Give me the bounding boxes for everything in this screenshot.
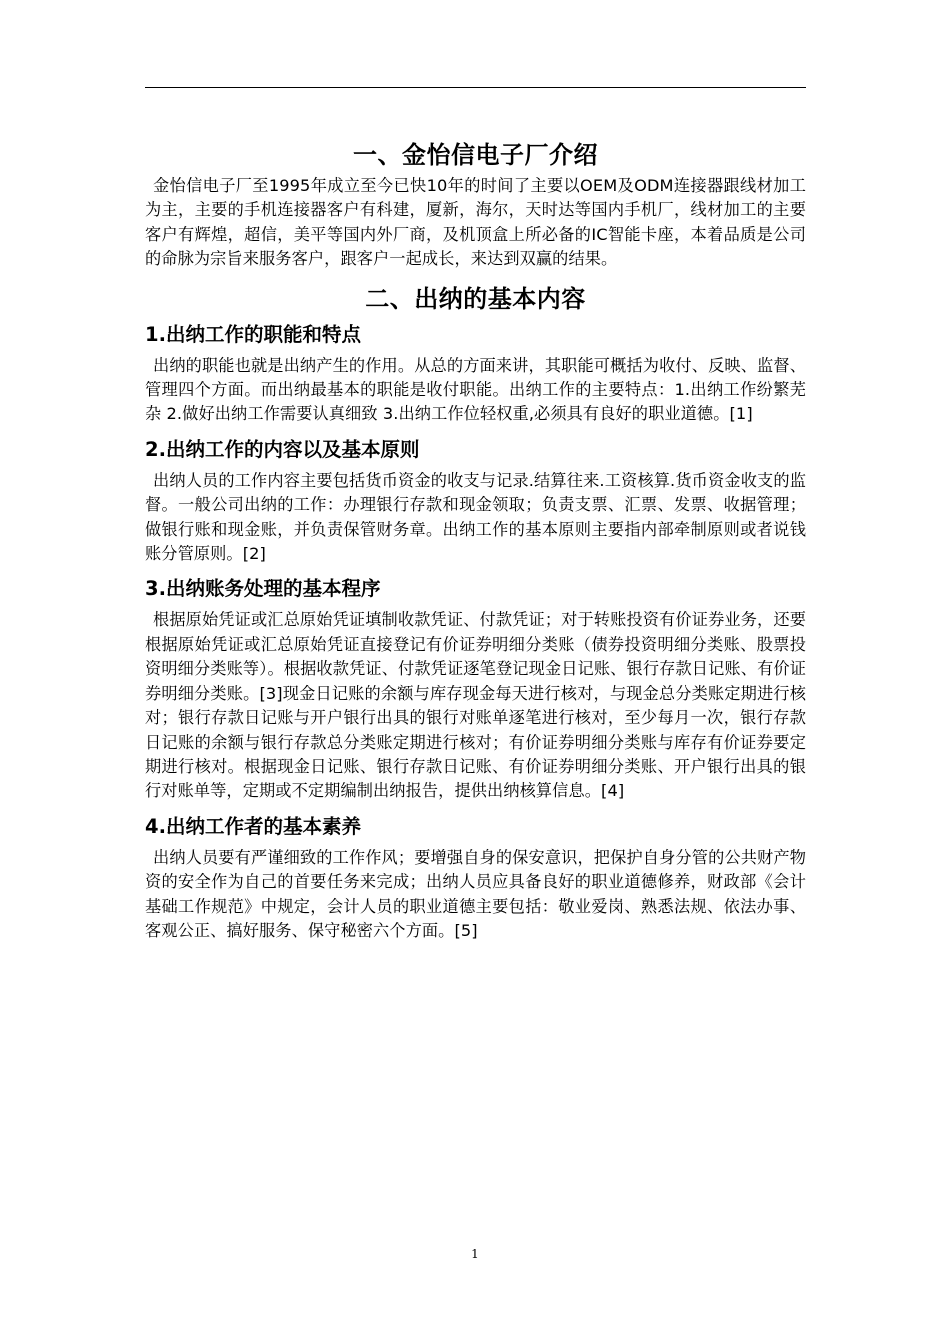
subsection-title-procedure: 3.出纳账务处理的基本程序	[145, 577, 381, 601]
section-title-cashier-basics: 二、出纳的基本内容	[365, 284, 586, 313]
page-content	[145, 130, 806, 943]
subsection-title-functions: 1.出纳工作的职能和特点	[145, 322, 361, 346]
paragraph-content-principles: 出纳人员的工作内容主要包括货币资金的收支与记录.结算往来.工资核算.货币资金收支的监督。一般公司出纳的工作：办理银行存款和现金领取；负责支票、汇票、发票、收据管理；做银行账和现金账，并负责保管财务章。出纳工作的基本原则主要指内部牵制原则或者说钱账分管原则。[2]	[145, 470, 806, 564]
section-title-company-intro: 一、金怡信电子厂介绍	[353, 141, 598, 169]
subsection-title-content-principles: 2.出纳工作的内容以及基本原则	[145, 437, 420, 461]
header-rule	[145, 87, 806, 88]
paragraph-company-intro: 金怡信电子厂至1995年成立至今已快10年的时间了主要以OEM及ODM连接器跟线材加工为主，主要的手机连接器客户有科建，厦新，海尔，天时达等国内手机厂，线材加工的主要客户有辉煌，超信，美平等国内外厂商，及机顶盒上所必备的IC智能卡座，本着品质是公司的命脉为宗旨来服务客户，跟客户一起成长，来达到双赢的结果。	[145, 176, 806, 269]
paragraph-qualities: 出纳人员要有严谨细致的工作作风；要增强自身的保安意识，把保护自身分管的公共财产物资的安全作为自己的首要任务来完成；出纳人员应具备良好的职业道德修养，财政部《会计基础工作规范》中规定，会计人员的职业道德主要包括：敬业爱岗、熟悉法规、依法办事、客观公正、搞好服务、保守秘密六个方面。[5]	[145, 847, 806, 940]
page-number: 1	[471, 1247, 479, 1261]
subsection-title-qualities: 4.出纳工作者的基本素养	[145, 814, 361, 838]
paragraph-functions: 出纳的职能也就是出纳产生的作用。从总的方面来讲，其职能可概括为收付、反映、监督、管理四个方面。而出纳最基本的职能是收付职能。出纳工作的主要特点：1.出纳工作纷繁芜杂 2.做好出纳工作需要认真细致 3.出纳工作位轻权重,必须具有良好的职业道德。[1]	[145, 355, 806, 424]
paragraph-procedure: 根据原始凭证或汇总原始凭证填制收款凭证、付款凭证；对于转账投资有价证券业务，还要根据原始凭证或汇总原始凭证直接登记有价证券明细分类账（债券投资明细分类账、股票投资明细分类账等）。根据收款凭证、付款凭证逐笔登记现金日记账、银行存款日记账、有价证券明细分类账。[3]现金日记账的余额与库存现金每天进行核对，与现金总分类账定期进行核对；银行存款日记账与开户银行出具的银行对账单逐笔进行核对，至少每月一次，银行存款日记账的余额与银行存款总分类账定期进行核对；有价证券明细分类账与库存有价证券要定期进行核对。根据现金日记账、银行存款日记账、有价证券明细分类账、开户银行出具的银行对账单等，定期或不定期编制出纳报告，提供出纳核算信息。[4]	[145, 610, 806, 801]
